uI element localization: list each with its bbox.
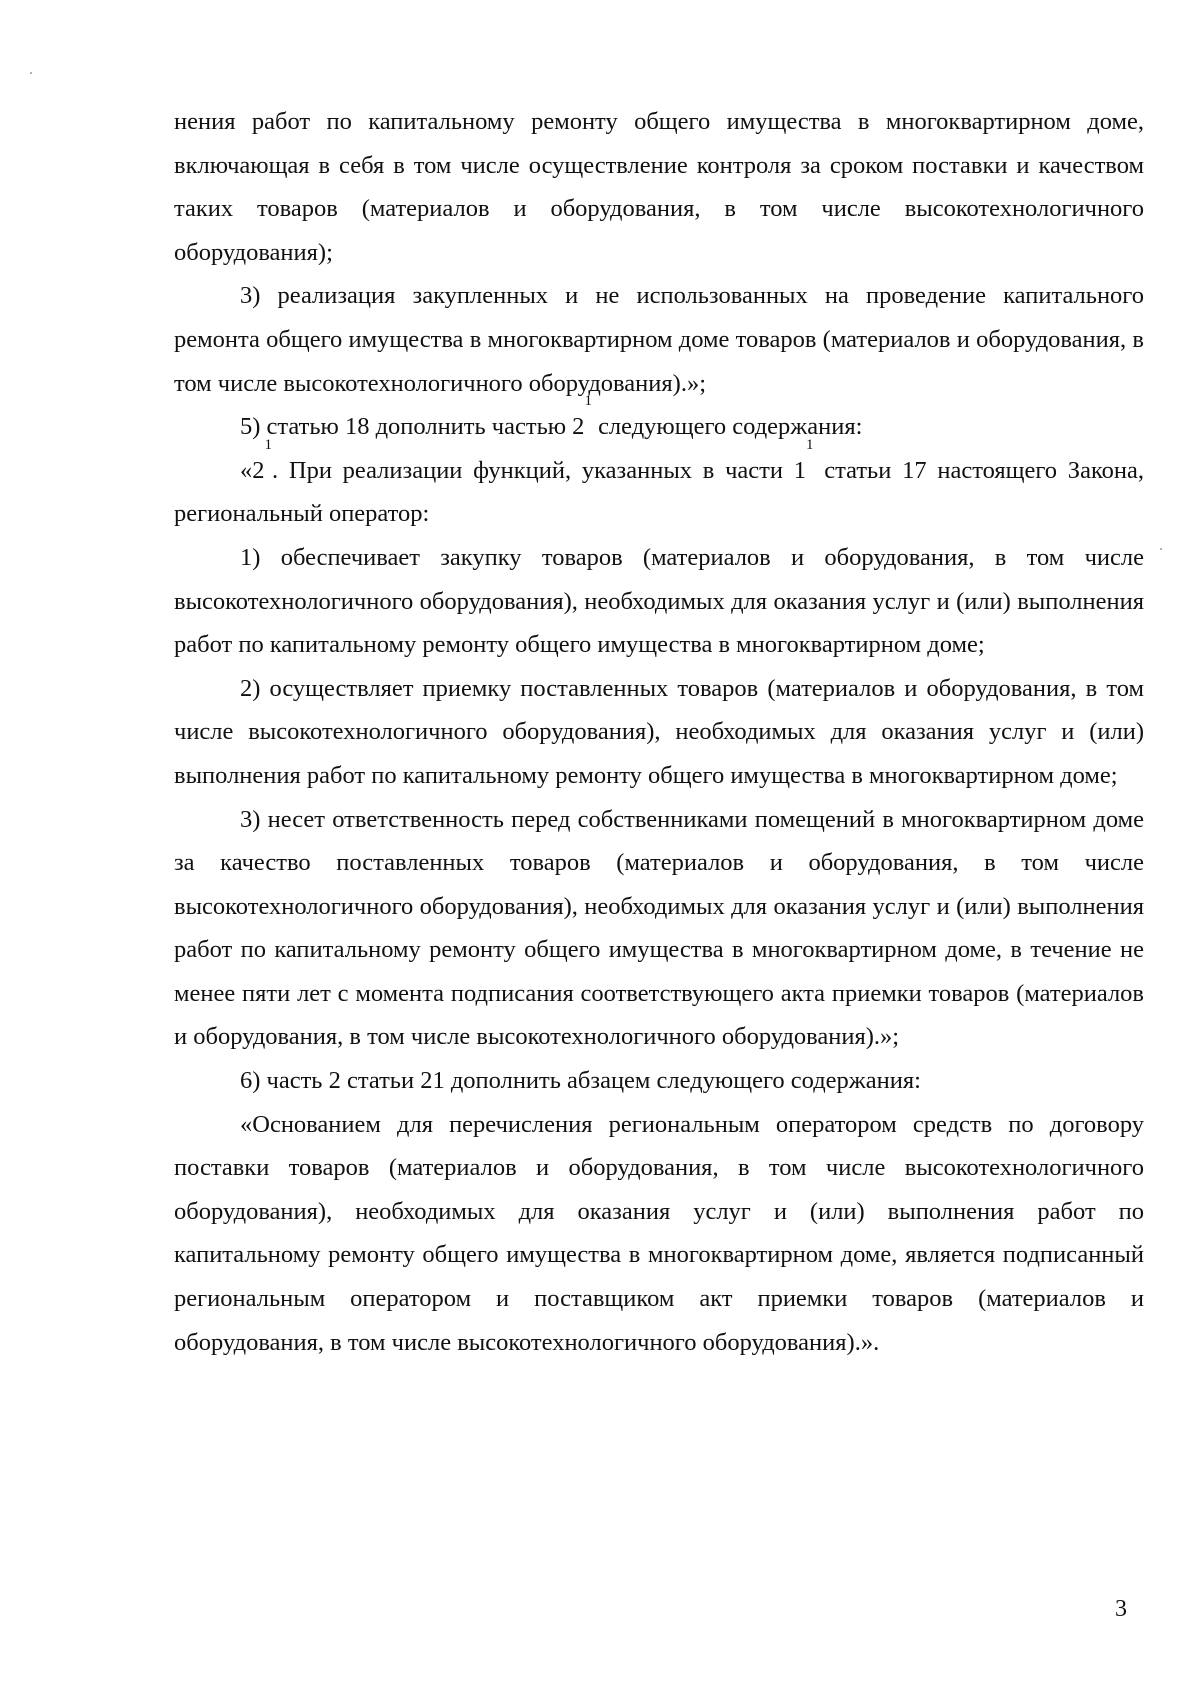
paragraph-item-1-procurement: 1) обеспечивает закупку товаров (материалов и оборудования, в том числе высокотехнологичного оборудования), необходимых для оказания услуг и (или) выполнения работ по капитальному ремонту общего имущества в многоквартирном доме; bbox=[174, 543, 1144, 659]
document-body bbox=[174, 100, 1144, 1364]
paragraph-item-3-responsibility: 3) несет ответственность перед собственниками помещений в многоквартирном доме за качество поставленных товаров (материалов и оборудования, в том числе высокотехнологичного оборудования), необходимых для оказания услуг и (или) выполнения работ по капитальному ремонту общего имущества в многоквартирном доме, в течение не менее пяти лет с момента подписания соответствующего акта приемки товаров (материалов и оборудования, в том числе высокотехнологичного оборудования).»; bbox=[174, 805, 1144, 1051]
paragraph-item-6-article-21: 6) часть 2 статьи 21 дополнить абзацем следующего содержания: bbox=[240, 1067, 921, 1095]
paragraph-text: . При реализации функций, указанных в части 1 bbox=[272, 456, 806, 484]
paragraph-item-5-article-18 bbox=[174, 393, 1144, 449]
page-number: 3 bbox=[1115, 1596, 1127, 1622]
paragraph-text: 5) статью 18 дополнить частью 2 bbox=[240, 413, 585, 441]
paragraph-text: следующего содержания: bbox=[591, 413, 863, 441]
paragraph-continuation: нения работ по капитальному ремонту общего имущества в многоквартирном доме, включающая в себя в том числе осуществление контроля за сроком поставки и качеством таких товаров (материалов и оборудования, в том числе высокотехнологичного оборудования); bbox=[174, 108, 1144, 266]
paragraph-text: статьи 17 настоящего Закона, региональный оператор: bbox=[174, 456, 1144, 528]
superscript: 1 bbox=[805, 436, 814, 453]
scan-speck bbox=[1160, 548, 1162, 550]
paragraph-text: «2 bbox=[240, 456, 265, 484]
paragraph-basis-for-transfer: «Основанием для перечисления региональным оператором средств по договору поставки товаров (материалов и оборудования, в том числе высокотехнологичного оборудования), необходимых для оказания услуг и (или) выполнения работ по капитальному ремонту общего имущества в многоквартирном доме, является подписанный региональным оператором и поставщиком акт приемки товаров (материалов и оборудования, в том числе высокотехнологичного оборудования).». bbox=[174, 1110, 1144, 1356]
paragraph-item-3-realization: 3) реализация закупленных и не использованных на проведение капитального ремонта общего имущества в многоквартирном доме товаров (материалов и оборудования, в том числе высокотехнологичного оборудования).»; bbox=[174, 282, 1144, 397]
scan-speck bbox=[30, 72, 32, 74]
paragraph-item-2-acceptance: 2) осуществляет приемку поставленных товаров (материалов и оборудования, в том числе высокотехнологичного оборудования), необходимых для оказания услуг и (или) выполнения работ по капитальному ремонту общего имущества в многоквартирном доме; bbox=[174, 674, 1144, 789]
superscript: 1 bbox=[584, 393, 592, 410]
paragraph-part-2-1 bbox=[174, 436, 1144, 536]
superscript: 1 bbox=[264, 436, 272, 453]
